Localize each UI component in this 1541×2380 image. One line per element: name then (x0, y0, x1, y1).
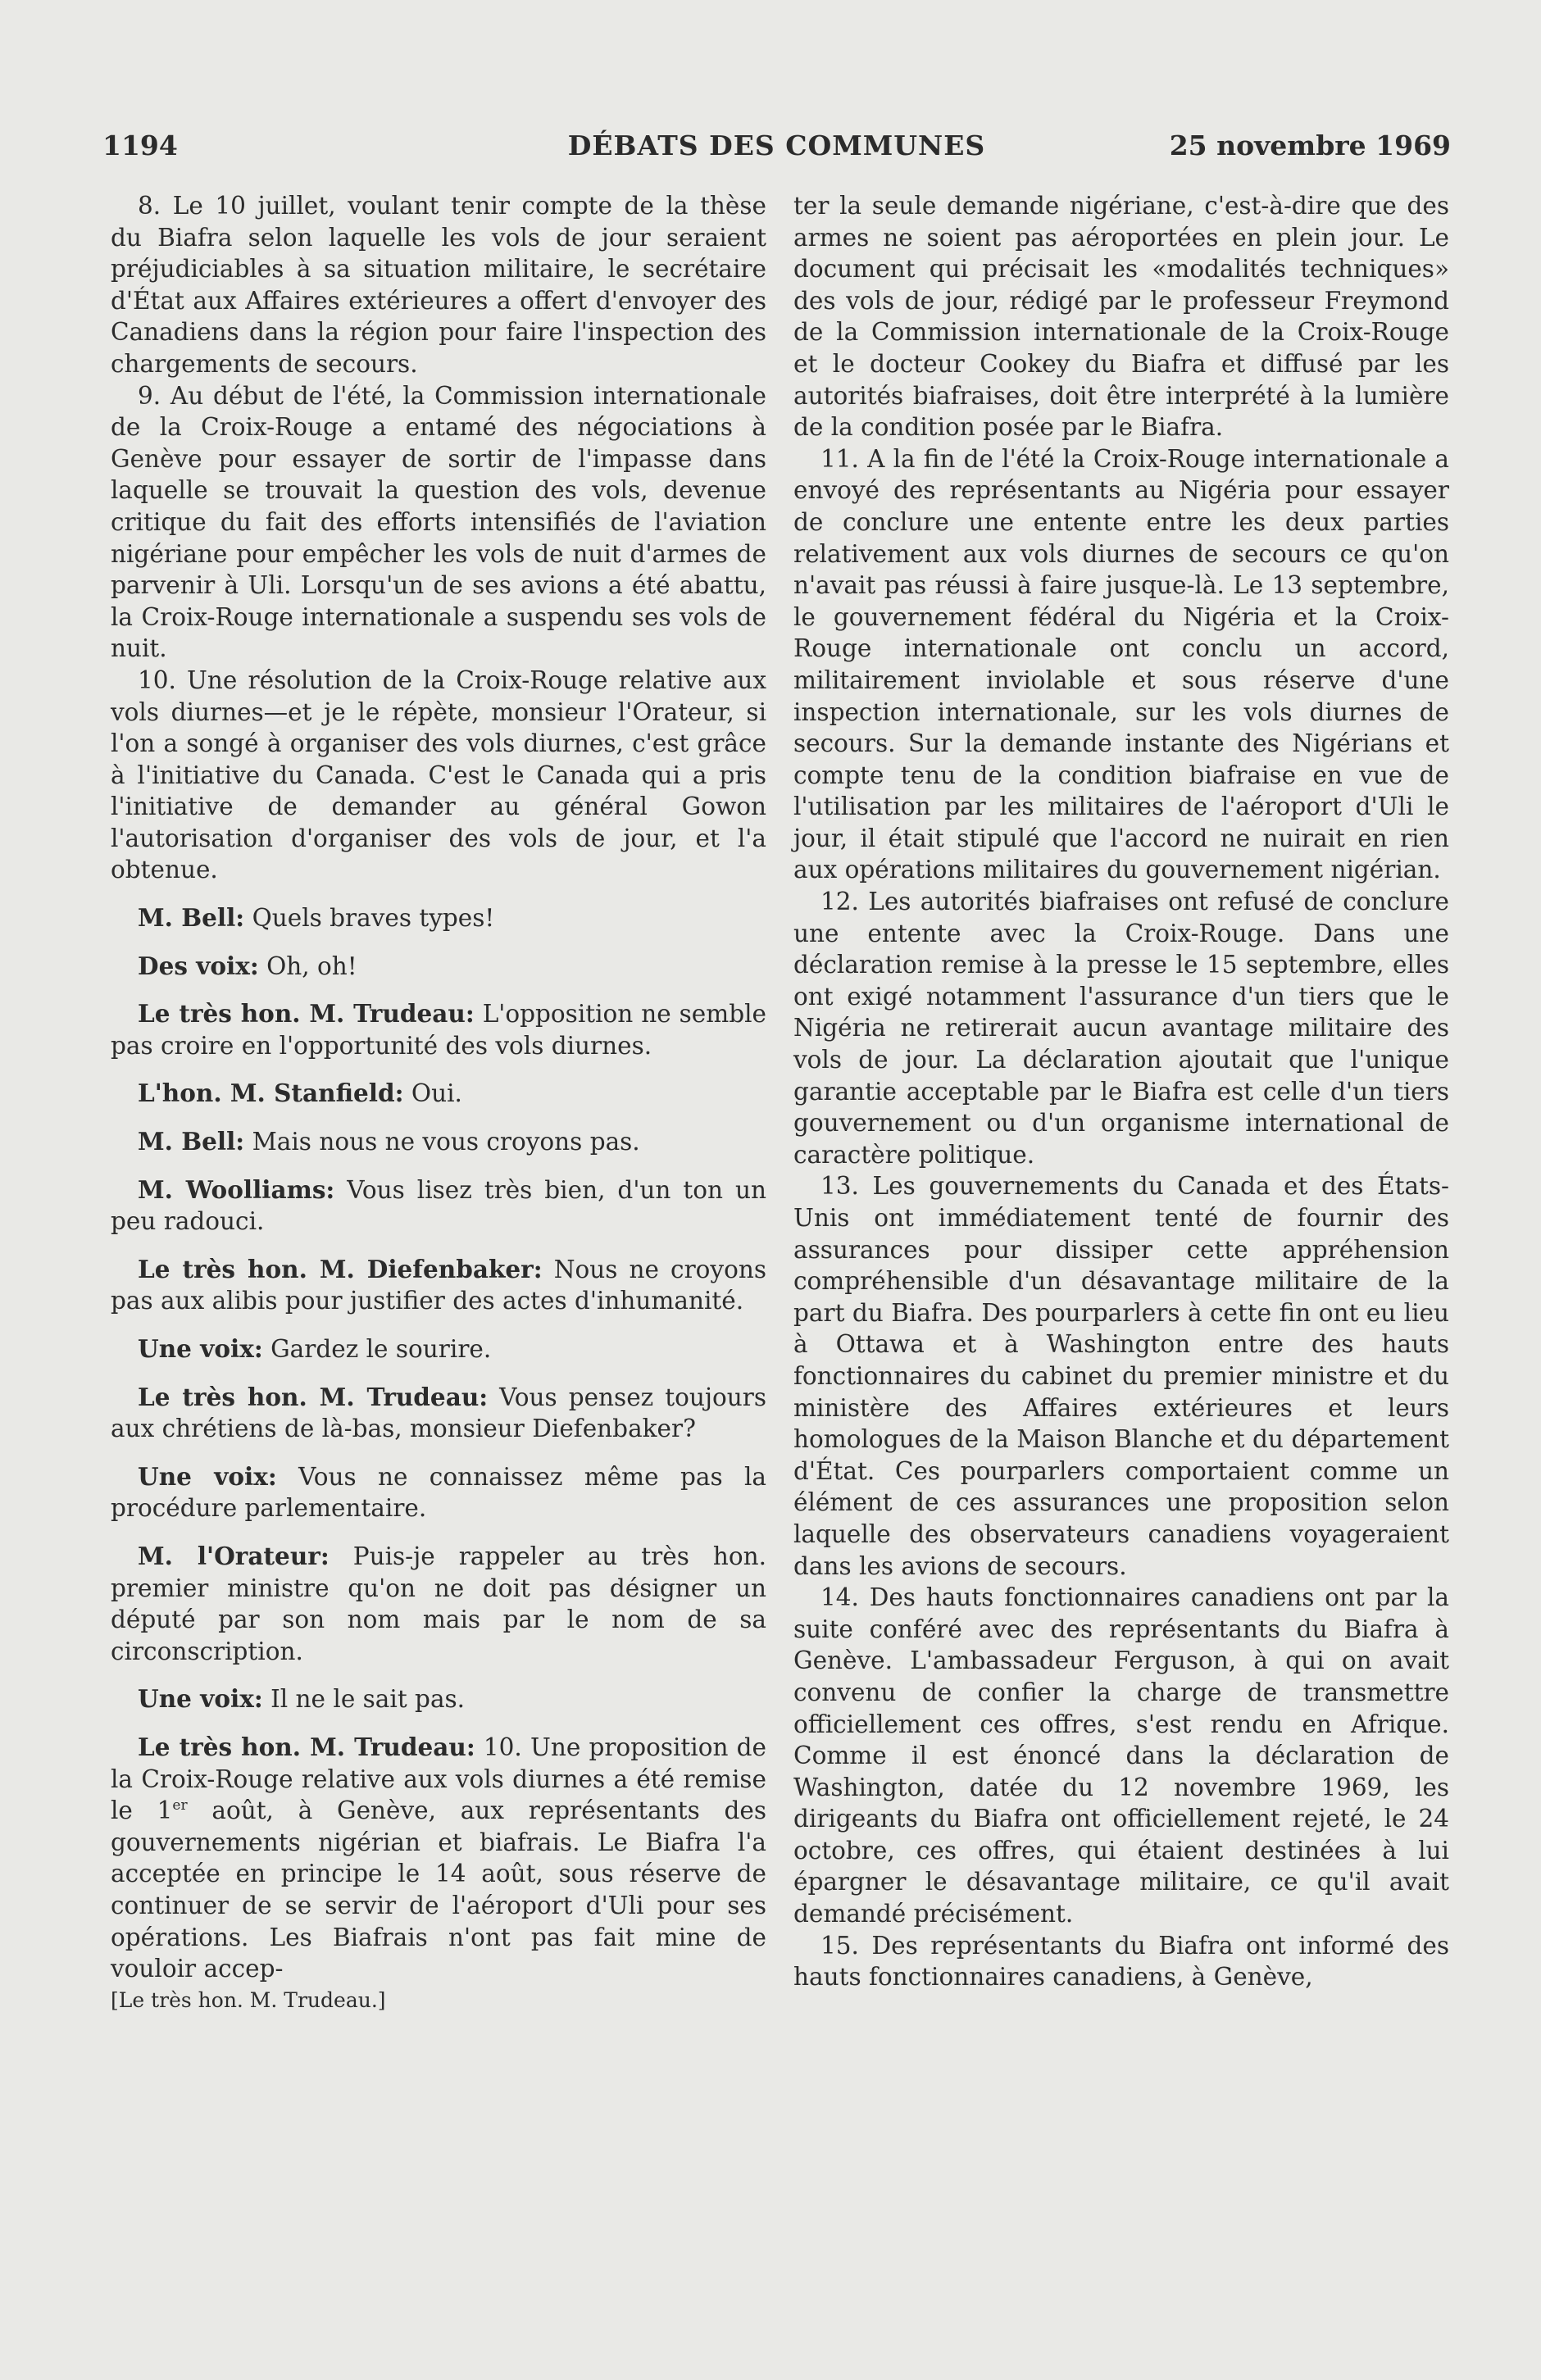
paragraph-8: 8. Le 10 juillet, voulant tenir compte de la thèse du Biafra selon laquelle les vols de jour seraient préjudiciables à sa situation militaire, le secrétaire d'État aux Affaires extérieures a offert d'envoyer des Canadiens dans la région pour faire l'inspection des chargements de secours. (111, 192, 766, 378)
speech-text: Vous pensez toujours aux chrétiens de là-bas, monsieur Diefenbaker? (111, 1383, 766, 1443)
speaker-name: M. l'Orateur: (138, 1541, 330, 1570)
interjection-bell-2 (111, 1126, 766, 1158)
speaker-name: Une voix: (138, 1461, 277, 1491)
interjection-trudeau-2 (111, 1382, 766, 1445)
interjection-bell-1 (111, 902, 766, 934)
interjection-voices (111, 951, 766, 983)
paragraph-11: 11. A la fin de l'été la Croix-Rouge internationale a envoyé des représentants au Nigéria pour essayer de conclure une entente entre les deux parties relativement aux vols diurnes de secours ce qu'on n'avait pas réussi à faire jusque-là. Le 13 septembre, le gouvernement fédéral du Nigéria et la Croix-Rouge internationale ont conclu un accord, militairement inviolable et sous réserve d'une inspection internationale, sur les vols diurnes de secours. Sur la demande instante des Nigérians et compte tenu de la condition biafraise en vue de l'utilisation par les militaires de l'aéroport d'Uli le jour, il était stipulé que l'accord ne nuirait en rien aux opérations militaires du gouvernement nigérian. (793, 444, 1449, 884)
interjection-diefenbaker (111, 1254, 766, 1317)
speech-text: Puis-je rappeler au très hon. premier ministre qu'on ne doit pas désigner un député par son nom mais par le nom de sa circonscription. (111, 1542, 767, 1665)
superscript: er (172, 1797, 188, 1815)
speaker-name: M. Bell: (138, 1127, 245, 1156)
paragraph-14: 14. Des hauts fonctionnaires canadiens ont par la suite conféré avec des représentants du Biafra à Genève. L'ambassadeur Ferguson, à qui on avait convenu de confier la charge de transmettre officiellement ces offres, s'est rendu en Afrique. Comme il est énoncé dans la déclaration de Washington, datée du 12 novembre 1969, les dirigeants du Biafra ont officiellement rejeté, le 24 octobre, ces offres, qui étaient destinées à lui épargner le désavantage militaire, ce qu'il avait demandé précisément. (793, 1583, 1449, 1928)
interjection-voice-2 (111, 1461, 766, 1524)
speech-text: Oh, oh! (258, 952, 357, 980)
speaker-name: L'hon. M. Stanfield: (138, 1079, 404, 1108)
speaker-name: Le très hon. M. Trudeau: (138, 1732, 475, 1761)
speech-text: Quels braves types! (244, 904, 495, 933)
speech-text: Il ne le sait pas. (262, 1685, 466, 1714)
speech-text: Oui. (403, 1079, 462, 1108)
paragraph-10: 10. Une résolution de la Croix-Rouge relative aux vols diurnes—et je le répète, monsieur l'Orateur, si l'on a songé à organiser des vols diurnes, c'est grâce à l'initiative du Canada. C'est le Canada qui a pris l'initiative de demander au général Gowon l'autorisation d'organiser des vols de jour, et l'a obtenue. (111, 665, 766, 884)
paragraph-9: 9. Au début de l'été, la Commission internationale de la Croix-Rouge a entamé des négociations à Genève pour essayer de sortir de l'impasse dans laquelle se trouvait la question des vols, devenue critique du fait des efforts intensifiés de l'aviation nigériane pour empêcher les vols de nuit d'armes de parvenir à Uli. Lorsqu'un de ses avions a été abattu, la Croix-Rouge internationale a suspendu ses vols de nuit. (111, 381, 766, 663)
paragraph-15: 15. Des représentants du Biafra ont informé des hauts fonctionnaires canadiens, à Genève, (793, 1931, 1449, 1992)
speech-text: Nous ne croyons pas aux alibis pour justifier des actes d'inhumanité. (111, 1255, 766, 1315)
speaker-name: Le très hon. M. Trudeau: (138, 999, 475, 1029)
speech-text: 10. Une proposition de la Croix-Rouge relative aux vols diurnes a été remise le 1 (111, 1733, 766, 1825)
paragraph-12: 12. Les autorités biafraises ont refusé de conclure une entente avec la Croix-Rouge. Dans une déclaration remise à la presse le 15 septembre, elles ont exigé notamment l'assurance d'un tiers que le Nigéria ne retirerait aucun avantage militaire des vols de jour. La déclaration ajoutait que l'unique garantie acceptable par le Biafra est celle d'un tiers gouvernement ou d'un organisme international de caractère politique. (793, 888, 1449, 1169)
interjection-trudeau-1 (111, 998, 766, 1061)
page-date: 25 novembre 1969 (1169, 129, 1451, 161)
paragraph-13: 13. Les gouvernements du Canada et des États-Unis ont immédiatement tenté de fournir des assurances pour dissiper cette appréhension compréhensible d'un désavantage militaire de la part du Biafra. Des pourparlers à cette fin ont eu lieu à Ottawa et à Washington entre des hauts fonctionnaires du cabinet du premier ministre et du ministère des Affaires extérieures et leurs homologues de la Maison Blanche et du département d'État. Ces pourparlers comportaient comme un élément de ces assurances une proposition selon laquelle des observateurs canadiens voyageraient dans les avions de secours. (793, 1172, 1449, 1580)
interjection-voice-3 (111, 1683, 766, 1715)
interjection-voice-1 (111, 1333, 766, 1365)
paragraph-continued: ter la seule demande nigériane, c'est-à-dire que des armes ne soient pas aéroportées en plein jour. Le document qui précisait les «modalités techniques» des vols de jour, rédigé par le professeur Freymond de la Commission internationale de la Croix-Rouge et le docteur Cookey du Biafra et diffusé par les autorités biafraises, doit être interprété à la lumière de la condition posée par le Biafra. (793, 192, 1449, 442)
page-number: 1194 (102, 129, 178, 161)
speech-text: août, à Genève, aux représentants des gouvernements nigérian et biafrais. Le Biafra l'a acceptée en principe le 14 août, sous réserve de continuer de se servir de l'aéroport d'Uli pour ses opérations. Les Biafrais n'ont pas fait mine de vouloir accep- (111, 1796, 766, 1983)
speech-text: Vous ne connaissez même pas la procédure parlementaire. (111, 1462, 766, 1523)
interjection-trudeau-3 (111, 1732, 766, 1985)
interjection-speaker (111, 1541, 766, 1667)
speaker-name: M. Bell: (138, 903, 245, 933)
speaker-name: Une voix: (138, 1684, 263, 1714)
speech-text: L'opposition ne semble pas croire en l'opportunité des vols diurnes. (111, 1000, 766, 1060)
page-title: DÉBATS DES COMMUNES (567, 129, 986, 161)
speech-text: Vous lisez très bien, d'un ton un peu radouci. (111, 1175, 766, 1236)
running-head (102, 129, 1451, 170)
interjection-stanfield (111, 1078, 766, 1110)
speech-text: Gardez le sourire. (262, 1335, 492, 1363)
speaker-name: M. Woolliams: (138, 1174, 335, 1204)
speaker-name: Le très hon. M. Diefenbaker: (138, 1254, 543, 1283)
speech-text: Mais nous ne vous croyons pas. (244, 1128, 640, 1156)
left-column (111, 190, 766, 2016)
speaker-name: Une voix: (138, 1334, 263, 1363)
right-column (793, 190, 1449, 1993)
speaker-name: Le très hon. M. Trudeau: (138, 1382, 489, 1411)
interjection-woolliams (111, 1174, 766, 1238)
speaker-name: Des voix: (138, 951, 259, 980)
speaker-attribution: [Le très hon. M. Trudeau.] (111, 1987, 386, 2012)
